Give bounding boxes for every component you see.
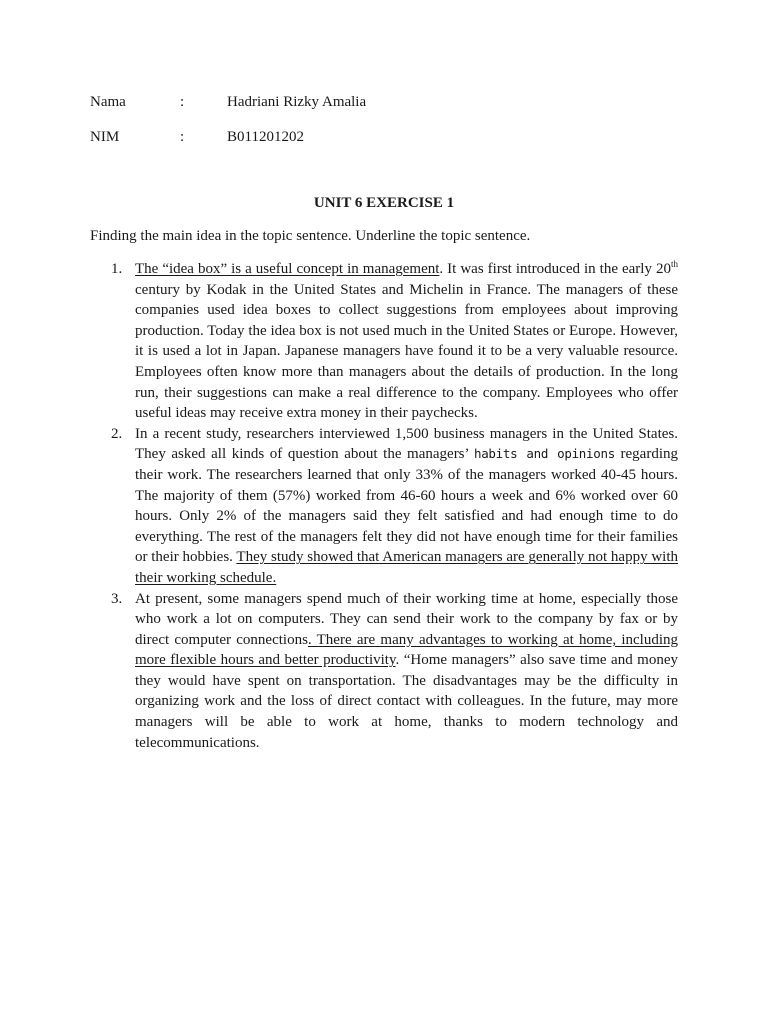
topic-sentence: . There are many advantages to working at home, including more flexible hours and better productivity (135, 631, 679, 669)
instruction-text: Finding the main idea in the topic sentence. Underline the topic sentence. (90, 228, 531, 244)
paragraph-text: At present, some managers spend much of their working time at home, especially those who work a lot on computers. They can send their work to the company by fax or by direct computer connections (135, 590, 678, 648)
item-number: 2. (111, 425, 123, 442)
typed-phrase: habits and opinions (473, 446, 615, 462)
paragraph-text: . “Home managers” also save time and money they would have spent on transportation. The disadvantages may be the difficulty in organizing work and the loss of direct contact with colleagues. In the future, may more managers will be able to work at home, thanks to modern technology and telecommunications. (135, 652, 679, 751)
paragraph-text: . It was first introduced in the early 20 (439, 261, 671, 277)
nim-label: NIM (90, 129, 120, 145)
item-number: 1. (111, 261, 123, 277)
topic-sentence: They study showed that American managers are generally not happy with their working schedule. (135, 549, 678, 586)
nim-colon: : (180, 129, 185, 145)
paragraph-text: century by Kodak in the United States and Michelin in France. The managers of these companies used idea boxes to collect suggestions from employees about improving production. Today the idea box is not used much in the United States or Europe. However, it is used a lot in Japan. Japanese managers have found it to be a very valuable resource. Employees often know more than managers about the details of production. In the long run, their suggestions can make a real difference to the company. Employees who offer useful ideas may receive extra money in their paychecks. (135, 281, 678, 422)
list-item (90, 259, 678, 424)
nim-value: B011201202 (227, 129, 304, 145)
topic-sentence: The “idea box” is a useful concept in management (135, 261, 440, 277)
exercise-list (90, 259, 678, 753)
item-number: 3. (111, 590, 123, 607)
page-title: UNIT 6 EXERCISE 1 (313, 195, 455, 211)
name-label: Nama (90, 94, 126, 110)
list-item (90, 589, 678, 754)
paragraph-text: regarding their work. The researchers learned that only 33% of the managers worked 40-45 hours. The majority of them (57%) worked from 46-60 hours a week and 6% worked over 60 hours. Only 2% of the managers said they felt satisfied and had enough time to do everything. The rest of the managers felt they did not have enough time for their families or their hobbies. (135, 446, 678, 566)
name-value: Hadriani Rizky Amalia (227, 94, 367, 110)
list-item (90, 424, 678, 589)
paragraph-text: In a recent study, researchers interviewed 1,500 business managers in the United States. They asked all kinds of question about the managers’ (135, 425, 678, 463)
name-colon: : (180, 94, 185, 110)
superscript: th (670, 259, 678, 269)
